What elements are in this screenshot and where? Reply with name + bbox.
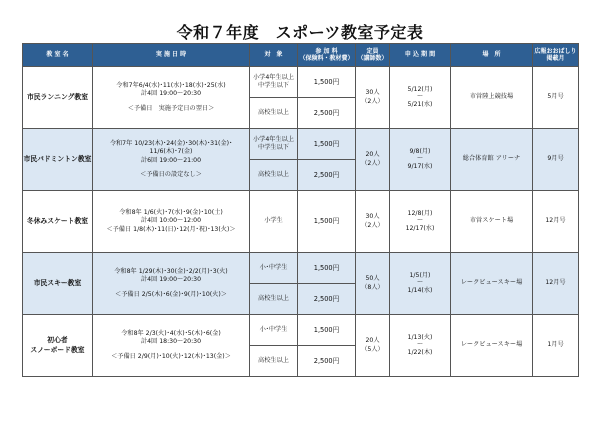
capacity-cell	[356, 67, 390, 129]
capacity-value: 50人	[365, 275, 380, 283]
target-cell	[250, 253, 298, 284]
schedule-line: 令和8年 2/3(火)･4(水)･5(木)･6(金)	[121, 329, 221, 337]
header-capacity-line1: 定員	[366, 47, 379, 55]
place-cell	[451, 67, 533, 129]
class-name	[23, 315, 93, 377]
pr-month-cell	[533, 191, 579, 253]
class-name-line: 市民ランニング教室	[26, 92, 89, 101]
schedule-cell	[93, 253, 250, 315]
period-start: 1/5(月)	[409, 271, 431, 279]
target-line: 高校生以上	[258, 170, 289, 178]
header-target: 対 象	[250, 44, 298, 67]
target-line: 小･中学生	[259, 325, 288, 333]
class-name-line: 初心者	[47, 336, 68, 345]
schedule-line: ＜予備日 2/5(木)･6(金)･9(月)･10(火)＞	[115, 290, 227, 298]
instructor-count: （2人）	[361, 159, 384, 167]
pr-month-value: 5月号	[547, 93, 564, 101]
schedule-line: 計4回 19:00～20:30	[140, 90, 202, 98]
pr-month-value: 12月号	[545, 279, 566, 287]
schedule-line: 計4回 19:00～20:30	[140, 276, 202, 284]
header-schedule: 実 施 日 時	[93, 44, 250, 67]
class-name	[23, 191, 93, 253]
period-end: 1/14(水)	[407, 286, 433, 294]
schedule-line: ＜予備日の設定なし＞	[140, 170, 202, 178]
header-name: 教 室 名	[23, 44, 93, 67]
place-cell	[451, 129, 533, 191]
period-end: 12/17(水)	[405, 224, 435, 232]
fee-cell	[298, 129, 356, 160]
fee-value: 2,500円	[313, 294, 340, 303]
pr-month-value: 9月号	[547, 155, 564, 163]
header-fee	[298, 44, 356, 67]
schedule-line: 令和7年 10/23(木)･24(金)･30(木)･31(金)･	[109, 139, 233, 147]
table-row	[23, 67, 579, 98]
instructor-count: （5人）	[361, 345, 384, 353]
period-cell	[390, 253, 451, 315]
table-row	[23, 129, 579, 160]
period-cell	[390, 129, 451, 191]
fee-value: 2,500円	[313, 108, 340, 117]
place-cell	[451, 315, 533, 377]
period-separator: ～	[416, 279, 424, 287]
capacity-cell	[356, 129, 390, 191]
fee-cell	[298, 98, 356, 129]
schedule-line: 計4回 18:30～20:30	[140, 338, 202, 346]
capacity-cell	[356, 253, 390, 315]
schedule-line: 11/6(木)･7(金)	[149, 148, 193, 156]
target-line: 小学4年生以上	[252, 73, 295, 81]
target-line: 中学生以下	[258, 144, 289, 151]
fee-cell	[298, 346, 356, 377]
period-end: 5/21(水)	[407, 100, 433, 108]
period-cell	[390, 191, 451, 253]
period-separator: ～	[416, 155, 424, 163]
header-row	[23, 44, 579, 67]
target-cell	[250, 67, 298, 98]
period-start: 9/8(月)	[409, 147, 431, 155]
schedule-cell	[93, 315, 250, 377]
fee-value: 1,500円	[313, 263, 340, 272]
schedule-line: ＜予備日 1/8(木)･11(日)･12(月･祝)･13(火)＞	[106, 225, 236, 233]
place-value: レークビュースキー場	[460, 279, 523, 287]
table-row	[23, 191, 579, 253]
target-line: 小･中学生	[259, 263, 288, 271]
fee-value: 2,500円	[313, 356, 340, 365]
fee-value: 1,500円	[313, 77, 340, 86]
target-line: 中学生以下	[258, 82, 289, 89]
fee-cell	[298, 253, 356, 284]
target-line: 高校生以上	[258, 108, 289, 116]
pr-month-cell	[533, 67, 579, 129]
period-cell	[390, 315, 451, 377]
fee-value: 1,500円	[313, 325, 340, 334]
instructor-count: （2人）	[361, 97, 384, 105]
header-pr-line2: 掲載月	[546, 55, 565, 62]
period-separator: ～	[416, 341, 424, 349]
class-name	[23, 129, 93, 191]
capacity-value: 20人	[365, 337, 380, 345]
capacity-value: 30人	[365, 213, 380, 221]
period-cell	[390, 67, 451, 129]
header-period: 申 込 期 間	[390, 44, 451, 67]
schedule-line: 計6回 19:00～21:00	[140, 156, 202, 164]
page-title: 令和７年度 スポーツ教室予定表	[176, 23, 424, 42]
fee-cell	[298, 284, 356, 315]
pr-month-value: 1月号	[547, 341, 564, 349]
place-cell	[451, 191, 533, 253]
period-start: 1/13(火)	[407, 333, 433, 341]
schedule-line: ＜予備日 2/9(月)･10(火)･12(木)･13(金)＞	[111, 352, 231, 360]
schedule-table	[22, 43, 579, 377]
target-cell	[250, 98, 298, 129]
pr-month-cell	[533, 129, 579, 191]
schedule-line: 計4回 10:00～12:00	[140, 217, 202, 225]
place-cell	[451, 253, 533, 315]
class-name-line: 冬休みスケート教室	[26, 216, 89, 225]
period-end: 9/17(水)	[407, 162, 433, 170]
fee-cell	[298, 315, 356, 346]
header-fee-line2: （保険料・教材費）	[299, 55, 354, 62]
fee-cell	[298, 191, 356, 253]
target-line: 小学生	[264, 217, 283, 225]
fee-cell	[298, 160, 356, 191]
header-capacity	[356, 44, 390, 67]
table-row	[23, 315, 579, 346]
target-line: 小学4年生以上	[252, 135, 295, 143]
capacity-cell	[356, 315, 390, 377]
target-line: 高校生以上	[258, 356, 289, 364]
header-fee-line1: 参 加 料	[315, 47, 338, 55]
target-cell	[250, 346, 298, 377]
schedule-line: 令和7年6/4(水)･11(水)･18(水)･25(水)	[116, 81, 226, 89]
pr-month-value: 12月号	[545, 217, 566, 225]
header-pr-line1: 広報おおばしり	[534, 47, 577, 55]
pr-month-cell	[533, 315, 579, 377]
instructor-count: （8人）	[361, 283, 384, 291]
target-cell	[250, 160, 298, 191]
target-cell	[250, 129, 298, 160]
fee-value: 1,500円	[313, 139, 340, 148]
place-value: 総合体育館 アリーナ	[462, 155, 521, 163]
place-value: レークビュースキー場	[460, 341, 523, 349]
fee-cell	[298, 67, 356, 98]
capacity-cell	[356, 191, 390, 253]
period-separator: ～	[416, 217, 424, 225]
class-name-line: 市民バドミントン教室	[23, 154, 92, 163]
table-row	[23, 253, 579, 284]
header-capacity-line2: （講師数）	[357, 55, 388, 62]
schedule-cell	[93, 67, 250, 129]
schedule-line: 令和8年 1/6(火)･7(水)･9(金)･10(土)	[119, 208, 223, 216]
capacity-value: 30人	[365, 89, 380, 97]
schedule-line: 令和8年 1/29(木)･30(金)･2/2(月)･3(火)	[114, 267, 228, 275]
target-cell	[250, 284, 298, 315]
pr-month-cell	[533, 253, 579, 315]
place-value: 市営スケート場	[469, 217, 514, 225]
target-cell	[250, 315, 298, 346]
class-name	[23, 253, 93, 315]
period-end: 1/22(木)	[407, 348, 433, 356]
table-body	[23, 67, 579, 377]
schedule-cell	[93, 191, 250, 253]
header-place: 場 所	[451, 44, 533, 67]
fee-value: 1,500円	[313, 217, 340, 226]
target-cell	[250, 191, 298, 253]
schedule-cell	[93, 129, 250, 191]
instructor-count: （2人）	[361, 221, 384, 229]
capacity-value: 20人	[365, 151, 380, 159]
target-line: 高校生以上	[258, 294, 289, 302]
class-name-line: 市民スキー教室	[33, 278, 82, 287]
class-name-line: スノーボード教室	[30, 345, 85, 354]
schedule-line: ＜予備日 実施予定日の翌日＞	[127, 104, 215, 112]
header-pr	[533, 44, 579, 67]
period-separator: ～	[416, 93, 424, 101]
place-value: 市営陸上競技場	[469, 93, 514, 101]
period-start: 5/12(月)	[407, 85, 433, 93]
period-start: 12/8(月)	[407, 209, 433, 217]
fee-value: 2,500円	[313, 170, 340, 179]
class-name	[23, 67, 93, 129]
